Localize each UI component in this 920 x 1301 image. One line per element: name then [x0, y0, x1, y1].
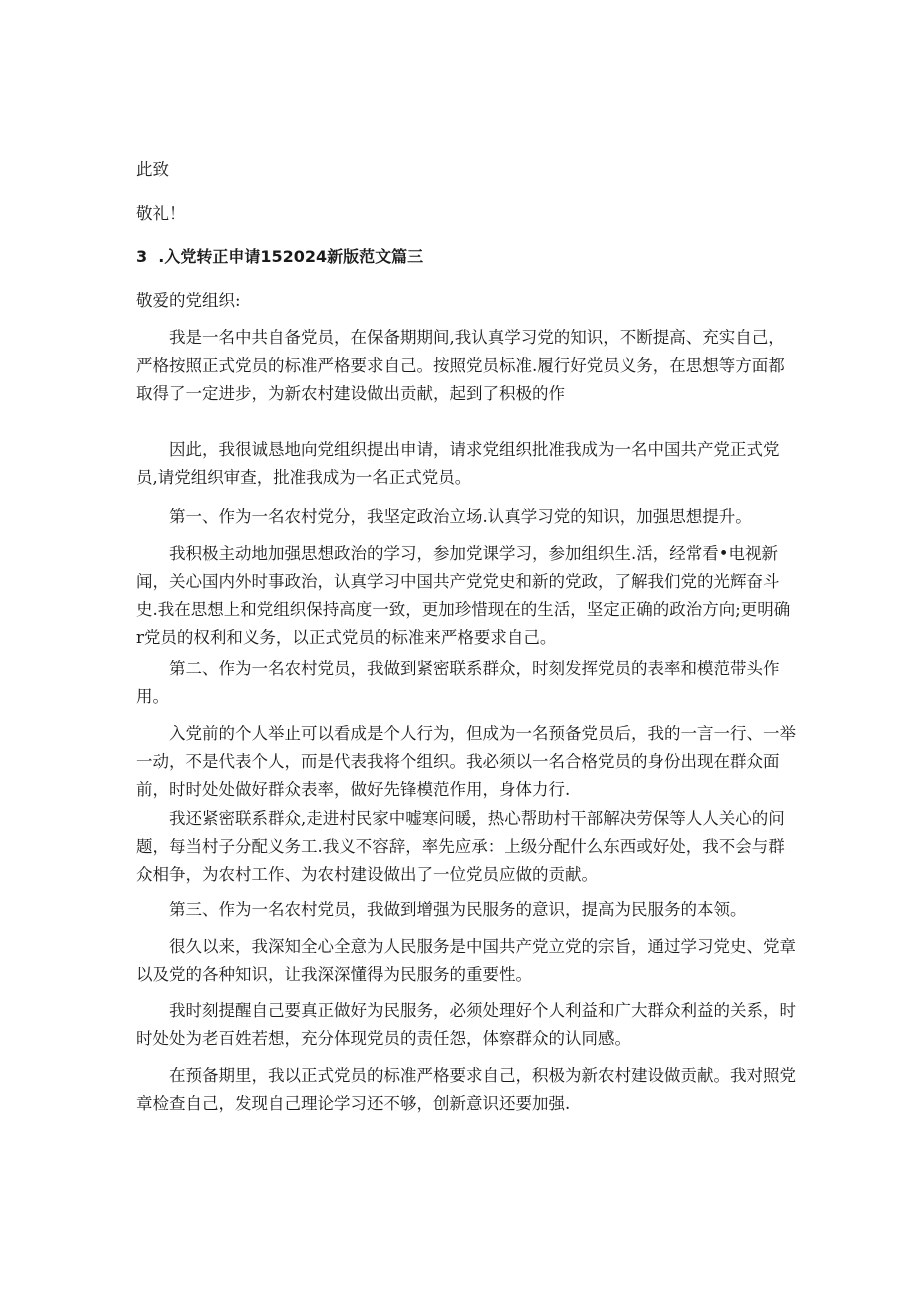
- paragraph-11: 在预备期里，我以正式党员的标准严格要求自己，积极为新农村建设做贡献。我对照党章检查自己，发现自己理论学习还不够，创新意识还要加强.: [136, 1066, 796, 1113]
- salutation: 敬爱的党组织:: [136, 291, 241, 310]
- paragraph-9: 很久以来，我深知全心全意为人民服务是中国共产党立党的宗旨，通过学习党史、党章以及党的各种知识，让我深深懂得为民服务的重要性。: [136, 937, 796, 984]
- paragraph-1: 我是一名中共自备党员，在保备期期间,我认真学习党的知识，不断提高、充实自己，严格按照正式党员的标准严格要求自己。按照党员标准.履行好党员义务，在思想等方面都取得了一定进步，为新农村建设做出贡献，起到了积极的作: [136, 328, 785, 403]
- paragraph-2: 因此，我很诚恳地向党组织提出申请，请求党组织批准我成为一名中国共产党正式党员,请党组织审查，批准我成为一名正式党员。: [136, 440, 780, 487]
- closing-jing-li: 敬礼！: [136, 204, 186, 223]
- paragraph-10: 我时刻提醒自己要真正做好为民服务，必须处理好个人利益和广大群众利益的关系，时时处处为老百姓若想，充分体现党员的责任怨，体察群众的认同感。: [136, 1001, 796, 1048]
- paragraph-8: 第三、作为一名农村党员，我做到增强为民服务的意识，提高为民服务的本领。: [169, 900, 747, 919]
- section-heading: 3 .入党转正申请152024新版范文篇三: [136, 247, 424, 266]
- paragraph-4: 我积极主动地加强思想政治的学习，参加党课学习，参加组织生.活，经常看•电视新闻，关心国内外时事政治，认真学习中国共产党党史和新的党政，了解我们党的光辉奋斗史.我在思想上和党组织保持高度一致，更加珍惜现在的生活，坚定正确的政治方向;更明确r党员的权利和义务，以正式党员的标准来严格要求自己。: [136, 544, 791, 647]
- paragraph-3: 第一、作为一名农村党分，我坚定政治立场.认真学习党的知识，加强思想提升。: [169, 507, 752, 526]
- paragraph-7: 我还紧密联系群众,走进村民家中嘘寒问暖，热心帮助村干部解决劳保等人人关心的问题，每当村子分配义务工.我义不容辞，率先应承：上级分配什么东西或好处，我不会与群众相争，为农村工作、为农村建设做出了一位党员应做的贡献。: [136, 809, 785, 884]
- paragraph-5: 第二、作为一名农村党员，我做到紧密联系群众，时刻发挥党员的表率和模范带头作用。: [136, 659, 780, 706]
- paragraph-6: 入党前的个人举止可以看成是个人行为，但成为一名预备党员后，我的一言一行、一举一动，不是代表个人，而是代表我将个组织。我必须以一名合格党员的身份出现在群众面前，时时处处做好群众表率，做好先锋模范作用，身体力行.: [136, 724, 796, 799]
- closing-ci-zhi: 此致: [136, 160, 169, 179]
